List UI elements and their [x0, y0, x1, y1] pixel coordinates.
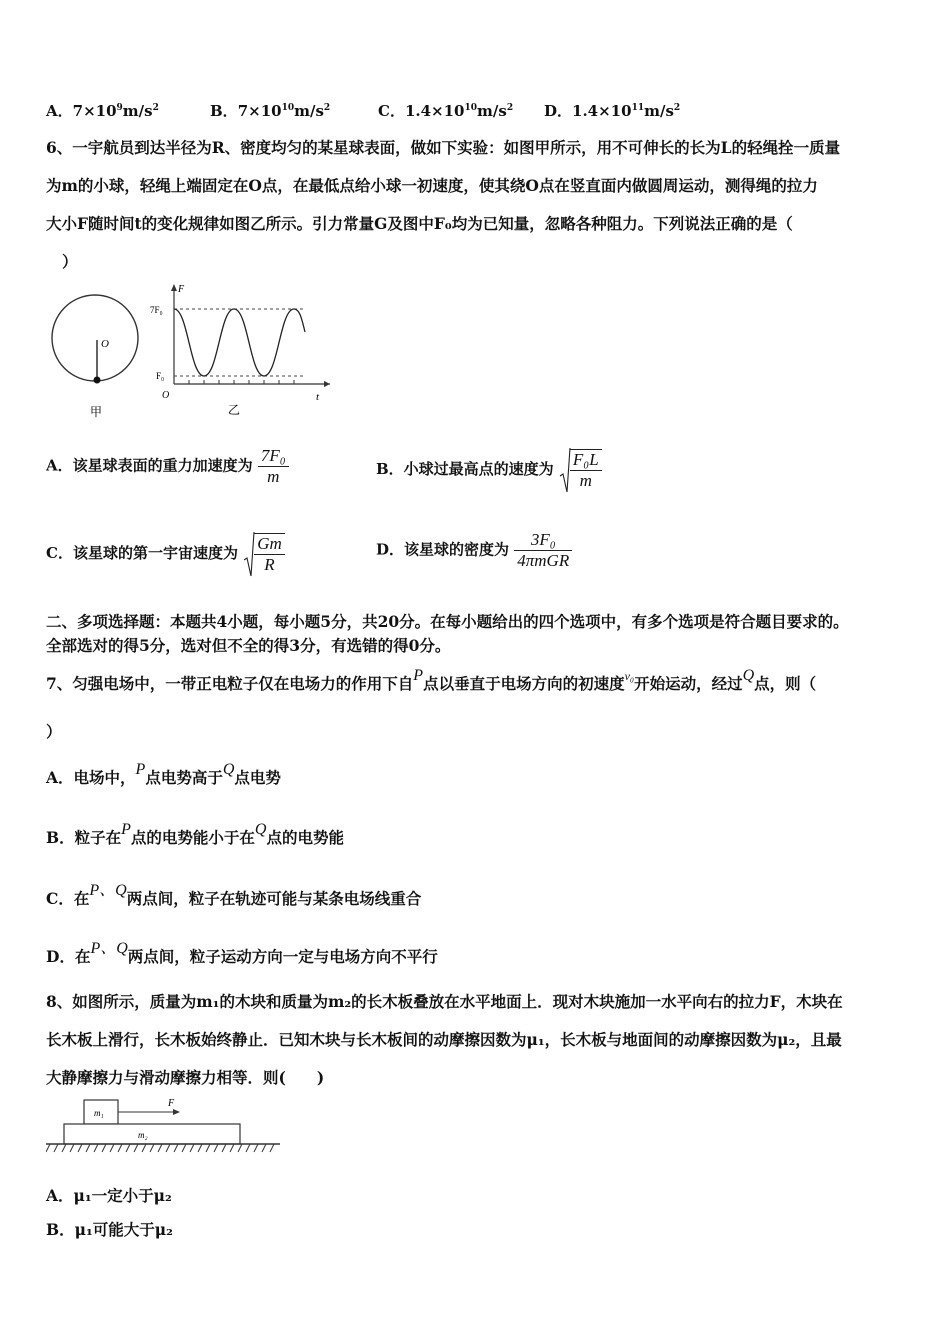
q6-stem-line2: 为m的小球，轻绳上端固定在O点，在最低点给小球一初速度，使其绕O点在竖直面内做圆周运动，测得绳的拉力 [46, 176, 818, 195]
q7-option-d: D．在P、Q两点间，粒子运动方向一定与电场方向不平行 [46, 940, 438, 966]
q6-figure-circle [46, 290, 146, 420]
q6-stem-line4: ） [62, 252, 78, 271]
q7-option-b: B．粒子在P点的电势能小于在Q点的电势能 [46, 821, 344, 847]
q7-option-c: C．在P、Q两点间，粒子在轨迹可能与某条电场线重合 [46, 882, 422, 908]
q6-stem-line3: 大小F随时间t的变化规律如图乙所示。引力常量G及图中F₀均为已知量，忽略各种阻力。下列说法正确的是（ [46, 214, 793, 233]
q6-option-a: A．该星球表面的重力加速度为 $\frac{\text{7F₀}}{m}$ [46, 446, 289, 487]
graph-force-curve [174, 309, 305, 376]
section2-header-line2: 全部选对的得5分，选对但不全的得3分，有选错的得0分。 [46, 636, 451, 655]
q6-option-c: C．该星球的第一宇宙速度为 $\frac{Gm}{R}$ [46, 530, 285, 578]
q8-stem-line3: 大静摩擦力与滑动摩擦力相等．则( ) [46, 1068, 325, 1087]
point-o-label: O [101, 338, 109, 350]
q6-a-numerator: 7F₀ [258, 446, 289, 467]
q5-option-a: A．$7\times 10^9m/s^2$ [46, 102, 159, 120]
q6-d-denominator: 4πmGR [517, 551, 570, 570]
q5-option-d: D．$1.4\times 10^{11}m/s^2$ [544, 102, 681, 120]
block-m1-label: m₁ [94, 1108, 104, 1118]
figure-yi-label: 乙 [228, 403, 241, 417]
q7-stem-line1: 7、匀强电场中，一带正电粒子仅在电场力的作用下自P点以垂直于电场方向的初速度$^{v_0}$开始运动，经过Q点，则（ [46, 667, 817, 693]
q6-d-numerator: 3F₀ [514, 530, 572, 551]
q6-option-d: D．该星球的密度为 $\frac{\text{3F₀}}{\text{4πmGR}}$ [376, 530, 572, 571]
q7-stem-line2: ） [46, 722, 62, 741]
q6-figure-graph [148, 280, 338, 420]
q8-stem-line1: 8、如图所示，质量为m₁的木块和质量为m₂的长木板叠放在水平地面上．现对木块施加一水平向右的拉力F，木块在 [46, 992, 843, 1011]
q6-option-b: B．小球过最高点的速度为 $\frac{\text{F₀L}}{m}$ [376, 446, 602, 494]
figure-jia-label: 甲 [90, 405, 103, 419]
q6-stem-line1: 6、一宇航员到达半径为R、密度均匀的某星球表面，做如下实验：如图甲所示，用不可伸长的长为L的轻绳拴一质量 [46, 138, 841, 157]
board-m2-label: m₂ [138, 1130, 148, 1140]
ground-hatching [46, 1144, 274, 1152]
q6-b-sqrt: $\frac{\text{F₀L}}{m}$ [559, 446, 602, 494]
graph-t-label: t [316, 391, 320, 403]
q6-c-sqrt: $\frac{Gm}{R}$ [243, 530, 285, 578]
graph-f0-label: F₀ [156, 371, 165, 381]
graph-origin-label: O [162, 390, 170, 401]
q8-option-a: A．μ₁一定小于μ₂ [46, 1186, 172, 1205]
graph-7f0-label: 7F₀ [150, 305, 163, 315]
q6-a-denominator: m [267, 467, 280, 486]
q5-option-c: C．$1.4\times 10^{10}m/s^2$ [378, 102, 514, 120]
q7-option-a: A．电场中，P点电势高于Q点电势 [46, 761, 281, 787]
board-m2 [64, 1124, 240, 1144]
graph-f-label: F [178, 284, 185, 295]
section2-header-line1: 二、多项选择题：本题共4小题，每小题5分，共20分。在每小题给出的四个选项中，有多个选项是符合题目要求的。 [46, 612, 849, 631]
q8-option-b: B．μ₁可能大于μ₂ [46, 1220, 173, 1239]
q5-option-b: B．$7\times 10^{10}m/s^2$ [210, 102, 331, 120]
q8-stem-line2: 长木板上滑行，长木板始终静止．已知木块与长木板间的动摩擦因数为μ₁，长木板与地面间的动摩擦因数为μ₂，且最 [46, 1030, 842, 1049]
q8-figure-blocks [46, 1094, 286, 1158]
force-f-label: F [168, 1098, 175, 1109]
